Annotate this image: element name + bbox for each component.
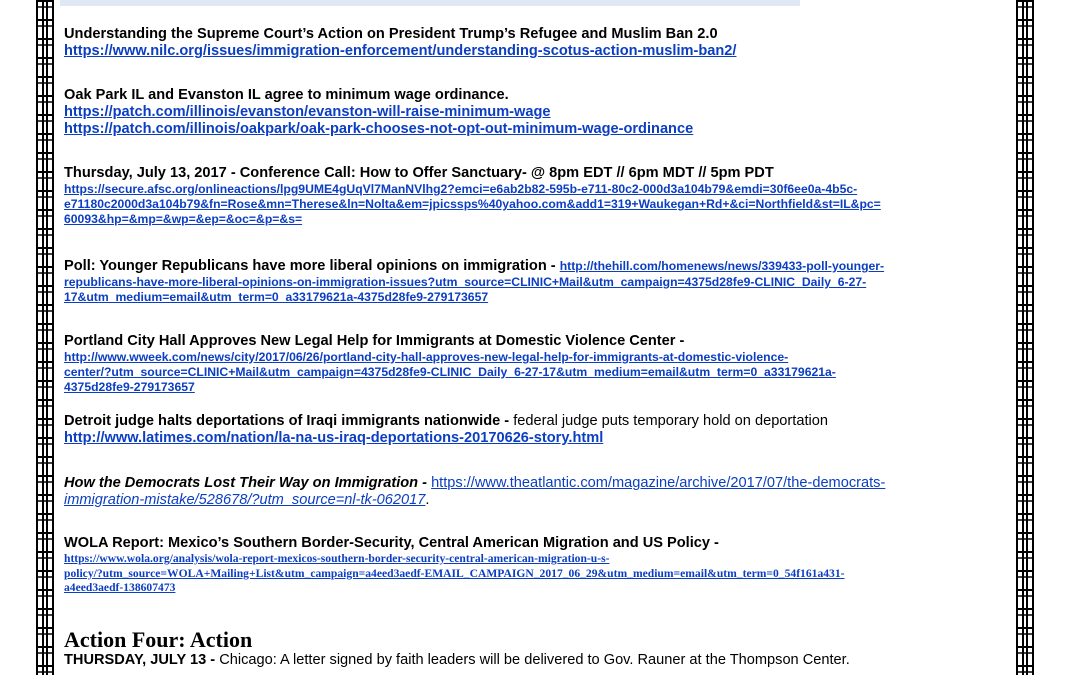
item-title: Detroit judge halts deportations of Iraqi immigrants nationwide - (64, 413, 514, 429)
item-link[interactable]: https://www.wola.org/analysis/wola-report-mexicos-southern-border-security-central-american-migration-u-s- (64, 552, 610, 565)
item-link[interactable]: center/?utm_source=CLINIC+Mail&utm_campaign=4375d28fe9-CLINIC_Daily_6-27-17&utm_medium=email&utm_term=0_a33179621a- (64, 365, 836, 379)
action-date-label: THURSDAY, JULY 13 - (64, 652, 220, 668)
news-item (64, 87, 1014, 138)
action-section (64, 628, 1014, 669)
item-link[interactable]: 4375d28fe9-279173657 (64, 380, 195, 394)
item-title: Oak Park IL and Evanston IL agree to minimum wage ordinance. (64, 87, 509, 103)
item-link[interactable]: http://thehill.com/homenews/news/339433-poll-younger- (559, 259, 885, 273)
news-item (64, 333, 1014, 395)
item-title: Understanding the Supreme Court’s Action on President Trump’s Refugee and Muslim Ban 2.0 (64, 26, 718, 42)
item-link[interactable]: https://patch.com/illinois/oakpark/oak-park-chooses-not-opt-out-minimum-wage-ordinance (64, 121, 694, 137)
item-link[interactable]: immigration-mistake/528678/?utm_source=nl-tk-062017 (64, 492, 426, 508)
news-item (64, 165, 1014, 227)
item-link[interactable]: https://www.theatlantic.com/magazine/archive/2017/07/the-democrats- (431, 475, 886, 491)
item-link[interactable]: a4eed3aedf-138607473 (64, 581, 176, 594)
top-highlight-bar (60, 0, 800, 6)
item-link[interactable]: https://secure.afsc.org/onlineactions/lpg9UME4gUqVl7ManNVlhg2?emci=e6ab2b82-595b-e711-80c2-000d3a104b79&emdi=30f6ee0a-4b5c- (64, 182, 858, 196)
item-link[interactable]: 60093&hp=&mp=&wp=&ep=&oc=&p=&s= (64, 212, 303, 226)
item-link[interactable]: https://patch.com/illinois/evanston/evanston-will-raise-minimum-wage (64, 104, 551, 120)
item-link[interactable]: 17&utm_medium=email&utm_term=0_a33179621a-4375d28fe9-279173657 (64, 290, 489, 304)
action-line (64, 652, 1014, 669)
news-item (64, 413, 1014, 447)
decorative-border-right (1016, 0, 1034, 675)
decorative-border-left (36, 0, 54, 675)
item-title: Thursday, July 13, 2017 - Conference Call: How to Offer Sanctuary- @ 8pm EDT // 6pm MDT // 5pm PDT (64, 165, 774, 181)
item-title-row (64, 475, 1014, 492)
item-title: How the Democrats Lost Their Way on Immigration - (64, 475, 432, 491)
item-link[interactable]: republicans-have-more-liberal-opinions-on-immigration-issues?utm_source=CLINIC+Mail&utm_campaign=4375d28fe9-CLINIC_Daily_6-27- (64, 275, 867, 289)
item-title-row (64, 413, 1014, 430)
item-link[interactable]: http://www.wweek.com/news/city/2017/06/26/portland-city-hall-approves-new-legal-help-for-immigrants-at-domestic-violence- (64, 350, 789, 364)
item-link-row (64, 492, 1014, 509)
item-trailing-period: . (425, 492, 430, 508)
item-title-row (64, 258, 1014, 275)
item-description: federal judge puts temporary hold on deportation (513, 413, 828, 429)
news-item (64, 475, 1014, 509)
action-description: Chicago: A letter signed by faith leaders will be delivered to Gov. Rauner at the Thompson Center. (219, 652, 850, 668)
item-link[interactable]: https://www.nilc.org/issues/immigration-enforcement/understanding-scotus-action-muslim-ban2/ (64, 43, 737, 59)
news-item (64, 258, 1014, 305)
item-link[interactable]: policy/?utm_source=WOLA+Mailing+List&utm_campaign=a4eed3aedf-EMAIL_CAMPAIGN_2017_06_29&utm_medium=email&utm_term=0_54f161a431- (64, 566, 845, 580)
item-link[interactable]: e71180c2000d3a104b79&fn=Rose&mn=Therese&ln=Nolta&em=jpicssps%40yahoo.com&add1=319+Waukegan+Rd+&ci=Northfield&st=IL&pc= (64, 197, 881, 211)
news-item (64, 26, 1014, 60)
section-heading: Action Four: Action (64, 627, 253, 652)
news-item (64, 535, 1014, 596)
item-title: WOLA Report: Mexico’s Southern Border-Security, Central American Migration and US Policy - (64, 535, 719, 551)
item-title: Poll: Younger Republicans have more liberal opinions on immigration - (64, 258, 560, 274)
item-title: Portland City Hall Approves New Legal Help for Immigrants at Domestic Violence Center - (64, 333, 685, 349)
item-link[interactable]: http://www.latimes.com/nation/la-na-us-iraq-deportations-20170626-story.html (64, 430, 604, 446)
